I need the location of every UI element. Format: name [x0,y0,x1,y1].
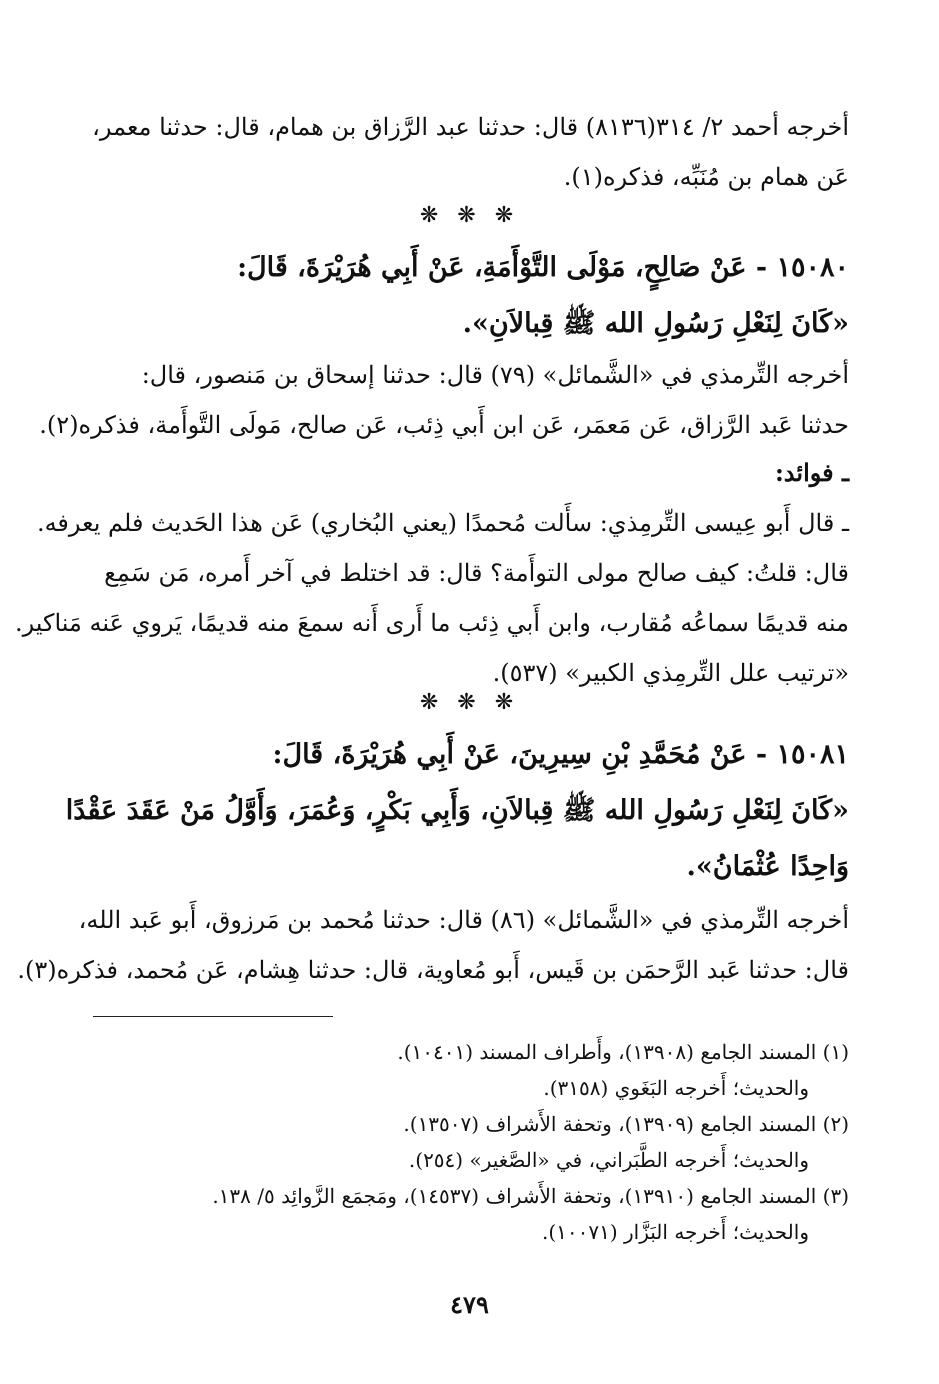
page-number: ٤٧٩ [450,1290,489,1319]
text-line: قال: قلتُ: كيف صالح مولى التوأَمة؟ قال: قد اختلط في آخر أَمره، مَن سَمِع [104,559,849,587]
hadith-heading: ١٥٠٨٠ - عَنْ صَالِحٍ، مَوْلَى التَّوْأَمَةِ، عَنْ أَبِي هُرَيْرَةَ، قَالَ: [237,252,849,283]
text-line: منه قديمًا سماعُه مُقارب، وابن أَبي ذِئب ما أَرى أَنه سمعَ منه قديمًا، يَروي عَنه مَناكير. [14,609,849,637]
fawaid-section [14,448,849,698]
footnote-3-detail: والحديث؛ أَخرجه البَزَّار (١٠٠٧١). [541,1220,809,1244]
text-line: أخرجه التِّرمذي في «الشَّمائل» (٨٦) قال: حدثنا مُحمد بن مَرزوق، أَبو عَبد الله، [78,906,849,934]
text-line: «ترتيب علل التِّرمِذي الكبير» (٥٣٧). [492,659,849,687]
text-line: أخرجه أحمد ٢/ ٣١٤(٨١٣٦) قال: حدثنا عبد الرَّزاق بن همام، قال: حدثنا معمر، [92,113,849,141]
hadith-15080 [89,240,849,352]
hadith-heading: ١٥٠٨١ - عَنْ مُحَمَّدِ بْنِ سِيرِينَ، عَنْ أَبِي هُرَيْرَةَ، قَالَ: [272,739,849,770]
takhrij-paragraph-1 [89,102,849,202]
footnote-3: (٣) المسند الجامع (١٣٩١٠)، وتحفة الأَشراف (١٤٥٣٧)، ومَجمَع الزَّوائِد ٥/ ١٣٨. [212,1184,849,1208]
hadith-text: «كَانَ لِنَعْلِ رَسُولِ الله ﷺ قِبالاَنِ». [462,308,849,339]
hadith-text: «كَانَ لِنَعْلِ رَسُولِ الله ﷺ قِبالاَنِ، وَأَبِي بَكْرٍ، وَعُمَرَ، وَأَوَّلُ مَنْ عَقَدَ عَقْدًا [65,795,849,826]
fawaid-heading: ـ فوائد: [774,458,849,487]
footnote-1-detail: والحديث؛ أَخرجه البَغَوي (٣١٥٨). [543,1076,809,1100]
footnote-1: (١) المسند الجامع (١٣٩٠٨)، وأَطراف المسند (١٠٤٠١). [397,1040,849,1064]
footnote-rule [93,1016,333,1017]
text-line: ـ قال أَبو عِيسى التِّرمِذي: سأَلت مُحمدًا (يعني البُخاري) عَن هذا الحَديث فلم يعرفه. [36,509,849,537]
hadith-15081 [65,727,849,895]
takhrij-paragraph-3 [17,895,849,995]
hadith-text: وَاحِدًا عُثْمَانُ». [686,851,849,882]
text-line: حدثنا عَبد الرَّزاق، عَن مَعمَر، عَن ابن أَبي ذِئب، عَن صالح، مَولَى التَّوأَمة، فذكره(٢). [39,411,849,439]
section-separator: ❋ ❋ ❋ [419,203,520,228]
footnote-2: (٢) المسند الجامع (١٣٩٠٩)، وتحفة الأَشراف (١٣٥٠٧). [403,1112,849,1136]
text-line: عَن همام بن مُنَبِّه، فذكره(١). [563,163,849,191]
text-line: أخرجه التِّرمذي في «الشَّمائل» (٧٩) قال: حدثنا إسحاق بن مَنصور، قال: [141,361,849,389]
footnote-2-detail: والحديث؛ أَخرجه الطَّبَراني، في «الصَّغير» (٢٥٤). [408,1148,809,1172]
footnotes [89,1034,849,1250]
takhrij-paragraph-2 [39,350,849,450]
section-separator: ❋ ❋ ❋ [419,690,520,715]
text-line: قال: حدثنا عَبد الرَّحمَن بن قَيس، أَبو مُعاوية، قال: حدثنا هِشام، عَن مُحمد، فذكره(٣). [17,956,849,984]
